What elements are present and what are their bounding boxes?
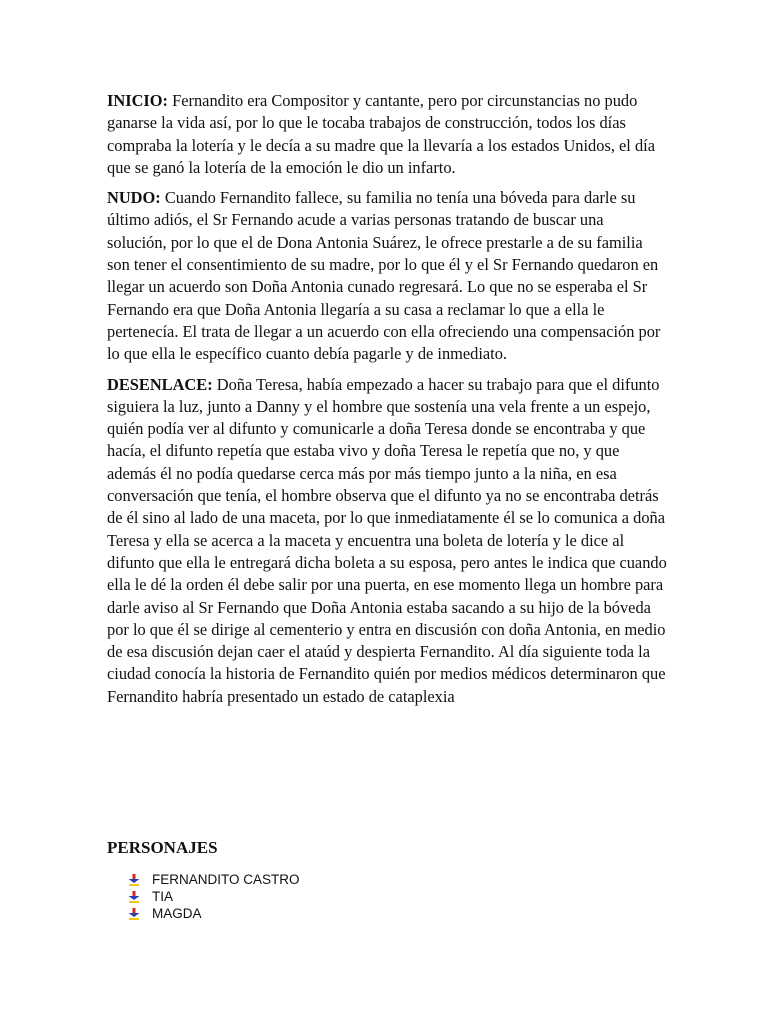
arrow-down-bullet-icon (128, 908, 140, 920)
paragraph-text: Doña Teresa, había empezado a hacer su trabajo para que el difunto siguiera la luz, junto a Danny y el hombre que sostenía una vela frente a un espejo, quién podía ver al difunto y comunicarle a doña Teresa donde se encontraba y que hacía, el difunto repetía que estaba vivo y doña Teresa le repetía que no, y que además él no podía quedarse cerca más por más tiempo junto a la niña, en esa conversación que tenía, el hombre observa que el difunto ya no se encontraba detrás de él sino al lado de una maceta, por lo que inmediatamente él se lo comunica a doña Teresa y ella se acerca a la maceta y encuentra una boleta de lotería y le dice al difunto que ella le entregará dicha boleta a su esposa, pero antes le indica que cuando ella le dé la orden él debe salir por una puerta, en ese momento llega un hombre para darle aviso al Sr Fernando que Doña Antonia estaba sacando a su hijo de la bóveda por lo que él se dirige al cementerio y entra en discusión con doña Antonia, en medio de esa discusión dejan caer el ataúd y despierta Fernandito. Al día siguiente toda la ciudad conocía la historia de Fernandito quién por medios médicos determinaron que Fernandito habría presentado un estado de cataplexia (107, 374, 667, 706)
paragraph-text: Cuando Fernandito fallece, su familia no tenía una bóveda para darle su último adiós, el Sr Fernando acude a varias personas tratando de buscar una solución, por lo que el de Dona Antonia Suárez, le ofrece prestarle a de su familia son tener el consentimiento de su madre, por lo que él y el Sr Fernando quedaron en llegar un acuerdo son Doña Antonia cunado regresará. Lo que no se esperaba el Sr Fernando era que Doña Antonia llegaría a su casa a reclamar lo que a ella le pertenecía. El trata de llegar a un acuerdo con ella ofreciendo una compensación por lo que ella le específico cuanto debía pagarle y de inmediato. (107, 188, 661, 364)
paragraph-label: DESENLACE: (107, 374, 213, 394)
list-item (128, 888, 300, 905)
list-item (128, 905, 300, 922)
characters-heading: PERSONAJES (107, 838, 218, 857)
paragraph-nudo (107, 187, 667, 365)
character-name: FERNANDITO CASTRO (152, 872, 300, 887)
list-item (128, 871, 300, 888)
paragraph-desenlace (107, 374, 667, 708)
arrow-down-bullet-icon (128, 891, 140, 903)
story-body (107, 90, 667, 716)
characters-list (128, 871, 300, 922)
character-name: MAGDA (152, 906, 202, 921)
paragraph-text: Fernandito era Compositor y cantante, pero por circunstancias no pudo ganarse la vida así, por lo que le tocaba trabajos de construcción, todos los días compraba la lotería y le decía a su madre que la llevaría a los estados Unidos, el día que se ganó la lotería de la emoción le dio un infarto. (107, 91, 655, 177)
paragraph-label: NUDO: (107, 188, 161, 208)
paragraph-inicio (107, 90, 667, 179)
character-name: TIA (152, 889, 174, 904)
paragraph-label: INICIO: (107, 91, 169, 110)
arrow-down-bullet-icon (128, 874, 140, 886)
